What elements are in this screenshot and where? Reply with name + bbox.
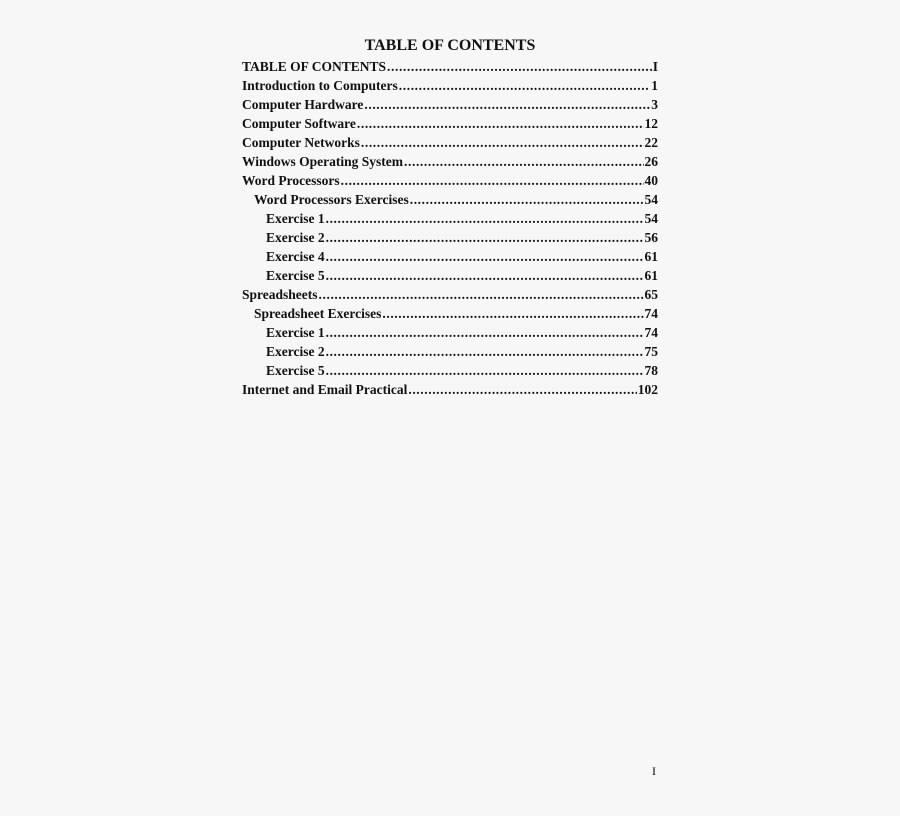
dot-leader bbox=[326, 323, 644, 342]
toc-entry-label: Spreadsheets bbox=[242, 287, 318, 302]
toc-entry bbox=[242, 380, 658, 399]
toc-entry-label: Exercise 2 bbox=[266, 344, 325, 359]
toc-entry-label: Word Processors bbox=[242, 173, 340, 188]
dot-leader bbox=[326, 361, 644, 380]
toc-entry bbox=[242, 209, 658, 228]
toc-entry-label: Windows Operating System bbox=[242, 154, 404, 169]
toc-entry-label: Computer Networks bbox=[242, 135, 360, 150]
toc-entry-page: 61 bbox=[644, 268, 658, 283]
toc-entry bbox=[242, 133, 658, 152]
toc-entry-page: 54 bbox=[644, 192, 658, 207]
toc-entry bbox=[242, 57, 658, 76]
toc-entry-label: Exercise 1 bbox=[266, 325, 325, 340]
toc-entry-label: Computer Hardware bbox=[242, 97, 364, 112]
toc-entry-page: 61 bbox=[644, 249, 658, 264]
dot-leader bbox=[326, 266, 644, 285]
toc-entry-page: I bbox=[652, 59, 658, 74]
toc-entry-page: 22 bbox=[644, 135, 658, 150]
toc-entry bbox=[242, 152, 658, 171]
toc-entry bbox=[242, 171, 658, 190]
toc-entry bbox=[242, 285, 658, 304]
toc-entry bbox=[242, 76, 658, 95]
dot-leader bbox=[326, 209, 644, 228]
toc-entry-page: 40 bbox=[644, 173, 658, 188]
dot-leader bbox=[382, 304, 643, 323]
toc-entry-label: Exercise 2 bbox=[266, 230, 325, 245]
toc-entry-page: 3 bbox=[651, 97, 658, 112]
document-title: TABLE OF CONTENTS bbox=[364, 37, 536, 54]
toc-entry-label: Exercise 5 bbox=[266, 363, 325, 378]
toc-entry-label: Spreadsheet Exercises bbox=[254, 306, 382, 321]
toc-entry-label: Introduction to Computers bbox=[242, 78, 398, 93]
toc-entry-label: Word Processors Exercises bbox=[254, 192, 409, 207]
dot-leader bbox=[361, 133, 644, 152]
dot-leader bbox=[410, 190, 644, 209]
toc-entry-label: Exercise 1 bbox=[266, 211, 325, 226]
toc-entry-page: 12 bbox=[644, 116, 658, 131]
toc-entry-page: 54 bbox=[644, 211, 658, 226]
table-of-contents bbox=[242, 57, 658, 399]
dot-leader bbox=[326, 342, 644, 361]
dot-leader bbox=[387, 57, 652, 76]
toc-entry bbox=[242, 342, 658, 361]
dot-leader bbox=[408, 380, 636, 399]
toc-entry bbox=[242, 190, 658, 209]
toc-entry bbox=[242, 114, 658, 133]
dot-leader bbox=[364, 95, 650, 114]
toc-entry bbox=[242, 228, 658, 247]
dot-leader bbox=[326, 247, 644, 266]
page-number: I bbox=[652, 764, 656, 778]
toc-entry-label: Internet and Email Practical bbox=[242, 382, 408, 397]
toc-entry bbox=[242, 323, 658, 342]
dot-leader bbox=[319, 285, 644, 304]
dot-leader bbox=[357, 114, 644, 133]
dot-leader bbox=[399, 76, 650, 95]
toc-entry-page: 26 bbox=[644, 154, 658, 169]
toc-entry-page: 74 bbox=[644, 325, 658, 340]
toc-entry-page: 75 bbox=[644, 344, 658, 359]
toc-entry-page: 78 bbox=[644, 363, 658, 378]
toc-entry bbox=[242, 95, 658, 114]
toc-entry-label: Exercise 5 bbox=[266, 268, 325, 283]
dot-leader bbox=[341, 171, 644, 190]
toc-entry bbox=[242, 304, 658, 323]
toc-entry-page: 102 bbox=[637, 382, 658, 397]
dot-leader bbox=[326, 228, 644, 247]
toc-entry bbox=[242, 247, 658, 266]
toc-entry-page: 65 bbox=[644, 287, 658, 302]
toc-entry bbox=[242, 361, 658, 380]
toc-entry bbox=[242, 266, 658, 285]
toc-entry-page: 74 bbox=[644, 306, 658, 321]
toc-entry-label: TABLE OF CONTENTS bbox=[242, 59, 387, 74]
toc-entry-page: 56 bbox=[644, 230, 658, 245]
toc-entry-label: Computer Software bbox=[242, 116, 356, 131]
toc-entry-page: 1 bbox=[651, 78, 658, 93]
toc-entry-label: Exercise 4 bbox=[266, 249, 325, 264]
dot-leader bbox=[404, 152, 643, 171]
